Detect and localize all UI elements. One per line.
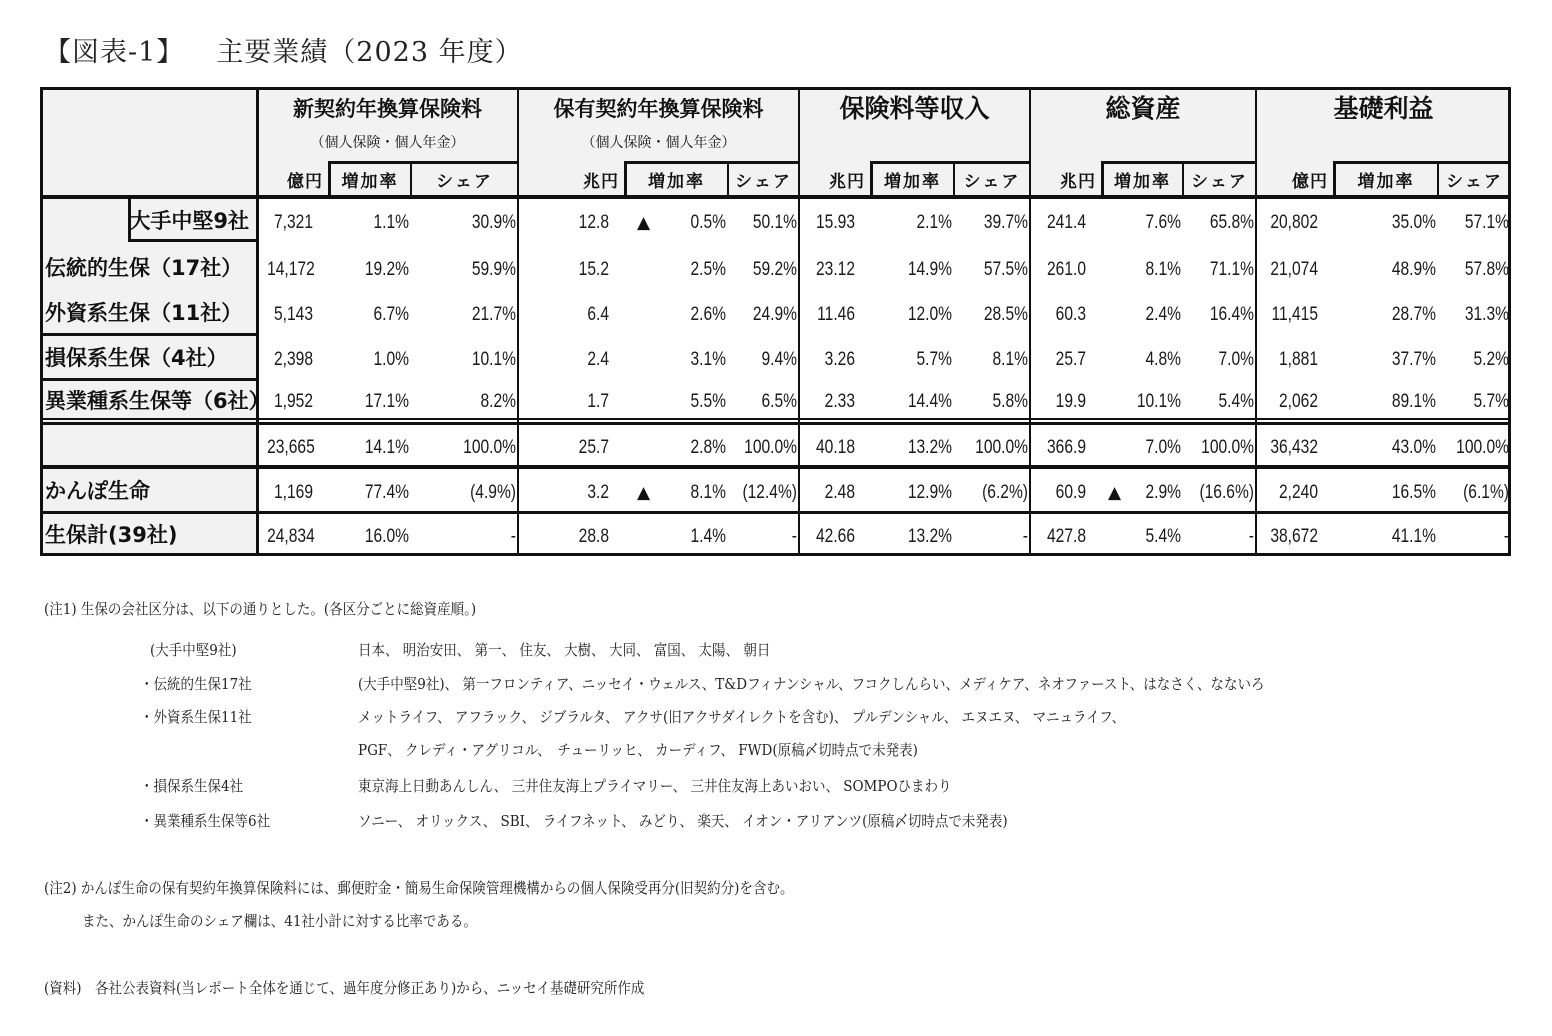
cell-share: 57.1% (1464, 212, 1509, 233)
column-header-unit: 億円 (287, 171, 323, 192)
cell-value: 15.93 (816, 212, 855, 233)
row-label-large-midsize: 大手中堅9社 (129, 208, 249, 233)
divider (40, 465, 1511, 469)
note-category-label: ・外資系生保11社 (140, 708, 252, 726)
cell-growth-rate: 12.0% (907, 304, 952, 325)
cell-value: 7,321 (274, 212, 313, 233)
cell-value: 2,240 (1279, 482, 1318, 503)
cell-value: 11,415 (1271, 304, 1318, 325)
cell-value: 427.8 (1047, 526, 1086, 547)
cell-growth-rate: 28.7% (1391, 304, 1436, 325)
cell-growth-rate: 14.4% (907, 391, 952, 412)
cell-growth-rate: 89.1% (1391, 391, 1436, 412)
cell-growth-rate: 16.0% (364, 526, 409, 547)
cell-share: 10.1% (471, 349, 516, 370)
figure-title: 主要業績（2023 年度） (216, 37, 523, 68)
cell-share: 39.7% (983, 212, 1028, 233)
cell-value: 42.66 (816, 526, 855, 547)
divider (1255, 87, 1257, 556)
cell-share: 5.2% (1473, 349, 1509, 370)
cell-growth-rate: 6.7% (373, 304, 409, 325)
cell-share: 9.4% (761, 349, 797, 370)
cell-share: 57.8% (1464, 259, 1509, 280)
cell-growth-rate: 1.4% (690, 526, 726, 547)
column-header-growth-rate: 増加率 (1114, 171, 1171, 192)
column-header-growth-rate: 増加率 (341, 171, 399, 192)
cell-share: 30.9% (471, 212, 516, 233)
note-category-members: (大手中堅9社)、 第一フロンティア、ニッセイ・ウェルス、T&Dフィナンシャル、フコクしんらい、メディケア、ネオファースト、はなさく、なないろ (358, 675, 1265, 693)
column-header-unit: 億円 (1292, 171, 1328, 192)
cell-share: 7.0% (1218, 349, 1254, 370)
group-title: 保険料等収入 (839, 94, 990, 123)
divider (40, 195, 1511, 199)
row-label-traditional: 伝統的生保（17社） (45, 256, 243, 280)
cell-value: 25.7 (578, 437, 609, 458)
cell-share: - (791, 526, 797, 547)
cell-share: 5.4% (1218, 391, 1254, 412)
cell-value: 241.4 (1047, 212, 1086, 233)
negative-triangle-icon: ▲ (637, 213, 651, 233)
group-title: 総資産 (1105, 94, 1181, 123)
cell-value: 15.2 (578, 259, 609, 280)
note-category-members: 日本、 明治安田、 第一、 住友、 大樹、 大同、 富国、 太陽、 朝日 (358, 641, 771, 659)
cell-value: 38,672 (1270, 526, 1318, 547)
cell-share: 28.5% (983, 304, 1028, 325)
cell-value: 60.9 (1055, 482, 1086, 503)
cell-growth-rate: 4.8% (1145, 349, 1181, 370)
cell-share: 59.9% (471, 259, 516, 280)
row-label-foreign: 外資系生保（11社） (45, 300, 243, 325)
cell-share: 5.8% (992, 391, 1028, 412)
column-header-growth-rate: 増加率 (1357, 171, 1415, 192)
cell-value: 2.4 (587, 349, 609, 370)
note-1-heading: (注1) 生保の会社区分は、以下の通りとした。(各区分ごとに総資産順。) (44, 600, 477, 618)
column-header-share: シェア (436, 171, 493, 192)
cell-growth-rate: 2.1% (916, 212, 952, 233)
page-title (44, 30, 523, 69)
group-title: 基礎利益 (1333, 94, 1434, 123)
cell-share: - (1022, 526, 1028, 547)
cell-growth-rate: 3.1% (690, 349, 726, 370)
column-header-unit: 兆円 (583, 171, 619, 192)
cell-value: 366.9 (1047, 437, 1086, 458)
figure-label: 【図表-1】 (44, 37, 185, 68)
cell-value: 19.9 (1055, 391, 1086, 412)
note-2-line-1: (注2) かんぽ生命の保有契約年換算保険料には、郵便貯金・簡易生命保険管理機構からの個人保険受再分(旧契約分)を含む。 (44, 879, 794, 897)
cell-value: 2,062 (1279, 391, 1318, 412)
note-category-label: ・異業種系生保等6社 (140, 812, 271, 830)
cell-value: 2.48 (824, 482, 855, 503)
cell-growth-rate: 2.5% (690, 259, 726, 280)
cell-growth-rate: 8.1% (690, 482, 726, 503)
cell-growth-rate: 77.4% (364, 482, 409, 503)
cell-value: 3.2 (587, 482, 609, 503)
divider (40, 418, 1511, 420)
cell-value: 261.0 (1047, 259, 1086, 280)
cell-share: 100.0% (975, 437, 1028, 458)
cell-value: 23,665 (267, 437, 315, 458)
row-label-nonlife-affiliated: 損保系生保（4社） (45, 345, 228, 370)
note-category-members: 東京海上日動あんしん、 三井住友海上プライマリー、 三井住友海上あいおい、 SOMPOひまわり (358, 777, 952, 795)
cell-value: 3.26 (824, 349, 855, 370)
row-label-other-industry: 異業種系生保等（6社） (45, 389, 270, 413)
divider (517, 87, 519, 556)
cell-share: 71.1% (1209, 259, 1254, 280)
divider (1029, 87, 1031, 556)
cell-growth-rate: 5.7% (916, 349, 952, 370)
cell-value: 23.12 (816, 259, 855, 280)
note-2-line-2: また、かんぽ生命のシェア欄は、41社小計に対する比率である。 (82, 912, 477, 930)
cell-share: - (510, 526, 516, 547)
cell-share: 24.9% (752, 304, 797, 325)
cell-value: 28.8 (578, 526, 609, 547)
group-subtitle: （個人保険・個人年金） (581, 135, 736, 151)
cell-value: 40.18 (816, 437, 855, 458)
cell-growth-rate: 1.0% (373, 349, 409, 370)
divider (40, 333, 257, 336)
cell-value: 60.3 (1055, 304, 1086, 325)
column-header-share: シェア (735, 171, 792, 192)
cell-share: 5.7% (1473, 391, 1509, 412)
note-category-label: ・損保系生保4社 (140, 777, 244, 795)
cell-share: - (1503, 526, 1509, 547)
group-title: 新契約年換算保険料 (293, 97, 482, 121)
cell-share: (12.4%) (742, 482, 797, 503)
cell-value: 14,172 (267, 259, 315, 280)
divider (40, 378, 257, 381)
note-category-label: (大手中堅9社) (150, 641, 237, 659)
column-header-unit: 兆円 (1060, 171, 1096, 192)
cell-growth-rate: 0.5% (690, 212, 726, 233)
note-category-members: メットライフ、 アフラック、 ジブラルタ、 アクサ(旧アクサダイレクトを含む)、 プルデンシャル、 エヌエヌ、 マニュライフ、 (358, 708, 1126, 726)
cell-share: 100.0% (1201, 437, 1254, 458)
column-header-share: シェア (1191, 171, 1248, 192)
cell-value: 6.4 (587, 304, 609, 325)
cell-share: 6.5% (761, 391, 797, 412)
cell-value: 11.46 (817, 304, 855, 325)
cell-share: 100.0% (1456, 437, 1509, 458)
cell-share: 21.7% (471, 304, 516, 325)
cell-growth-rate: 2.4% (1145, 304, 1181, 325)
divider (40, 422, 1511, 425)
column-header-unit: 兆円 (829, 171, 865, 192)
cell-value: 1,881 (1279, 349, 1318, 370)
group-title: 保有契約年換算保険料 (553, 97, 764, 121)
cell-growth-rate: 8.1% (1145, 259, 1181, 280)
cell-growth-rate: 2.8% (690, 437, 726, 458)
note-category-label: ・伝統的生保17社 (140, 675, 252, 693)
cell-growth-rate: 7.0% (1145, 437, 1181, 458)
cell-growth-rate: 5.4% (1145, 526, 1181, 547)
cell-share: 8.2% (480, 391, 516, 412)
cell-share: - (1248, 526, 1254, 547)
column-header-share: シェア (963, 171, 1021, 192)
cell-growth-rate: 43.0% (1391, 437, 1436, 458)
negative-triangle-icon: ▲ (637, 483, 651, 503)
cell-growth-rate: 41.1% (1391, 526, 1436, 547)
cell-value: 21,074 (1270, 259, 1318, 280)
row-label-japan-post: かんぽ生命 (45, 478, 150, 503)
cell-growth-rate: 14.9% (907, 259, 952, 280)
cell-growth-rate: 10.1% (1136, 391, 1181, 412)
cell-share: (4.9%) (470, 482, 516, 503)
column-header-growth-rate: 増加率 (648, 171, 705, 192)
cell-growth-rate: 48.9% (1391, 259, 1436, 280)
cell-share: 31.3% (1464, 304, 1509, 325)
divider (798, 87, 800, 556)
cell-growth-rate: 2.9% (1145, 482, 1181, 503)
cell-share: 100.0% (744, 437, 797, 458)
cell-growth-rate: 12.9% (907, 482, 952, 503)
cell-growth-rate: 14.1% (364, 437, 409, 458)
table-frame (40, 87, 1511, 556)
cell-growth-rate: 7.6% (1145, 212, 1181, 233)
column-header-share: シェア (1446, 171, 1503, 192)
cell-growth-rate: 2.6% (690, 304, 726, 325)
divider (40, 511, 1511, 514)
cell-share: (16.6%) (1199, 482, 1254, 503)
cell-value: 2.33 (824, 391, 855, 412)
cell-share: (6.2%) (982, 482, 1028, 503)
cell-growth-rate: 13.2% (907, 437, 952, 458)
cell-value: 1,169 (274, 482, 313, 503)
divider (256, 87, 259, 556)
cell-value: 24,834 (267, 526, 315, 547)
cell-share: 59.2% (752, 259, 797, 280)
cell-growth-rate: 17.1% (364, 391, 409, 412)
performance-table (40, 87, 1511, 556)
cell-value: 1.7 (587, 391, 609, 412)
cell-share: 8.1% (992, 349, 1028, 370)
cell-share: 57.5% (983, 259, 1028, 280)
cell-share: 16.4% (1209, 304, 1254, 325)
cell-value: 1,952 (274, 391, 313, 412)
negative-triangle-icon: ▲ (1108, 483, 1122, 503)
row-label-total: 生保計(39社) (45, 523, 178, 547)
cell-value: 36,432 (1270, 437, 1318, 458)
source-note: (資料) 各社公表資料(当レポート全体を通じて、過年度分修正あり)から、ニッセイ基礎研究所作成 (44, 979, 645, 997)
cell-growth-rate: 5.5% (690, 391, 726, 412)
cell-growth-rate: 35.0% (1391, 212, 1436, 233)
column-header-growth-rate: 増加率 (884, 171, 941, 192)
cell-value: 5,143 (274, 304, 313, 325)
cell-value: 12.8 (578, 212, 609, 233)
cell-share: (6.1%) (1463, 482, 1509, 503)
note-category-members: PGF、 クレディ・アグリコル、 チューリッヒ、 カーディフ、 FWD(原稿〆切時点で未発表) (358, 741, 918, 759)
cell-value: 2,398 (274, 349, 313, 370)
cell-growth-rate: 16.5% (1391, 482, 1436, 503)
cell-share: 65.8% (1209, 212, 1254, 233)
cell-growth-rate: 37.7% (1391, 349, 1436, 370)
group-subtitle: （個人保険・個人年金） (310, 135, 465, 151)
cell-value: 20,802 (1270, 212, 1318, 233)
cell-value: 25.7 (1055, 349, 1086, 370)
cell-growth-rate: 13.2% (907, 526, 952, 547)
note-category-members: ソニー、 オリックス、 SBI、 ライフネット、 みどり、 楽天、 イオン・アリアンツ(原稿〆切時点で未発表) (358, 812, 1008, 830)
cell-share: 50.1% (752, 212, 797, 233)
cell-growth-rate: 19.2% (364, 259, 409, 280)
cell-share: 100.0% (463, 437, 516, 458)
cell-growth-rate: 1.1% (373, 212, 409, 233)
